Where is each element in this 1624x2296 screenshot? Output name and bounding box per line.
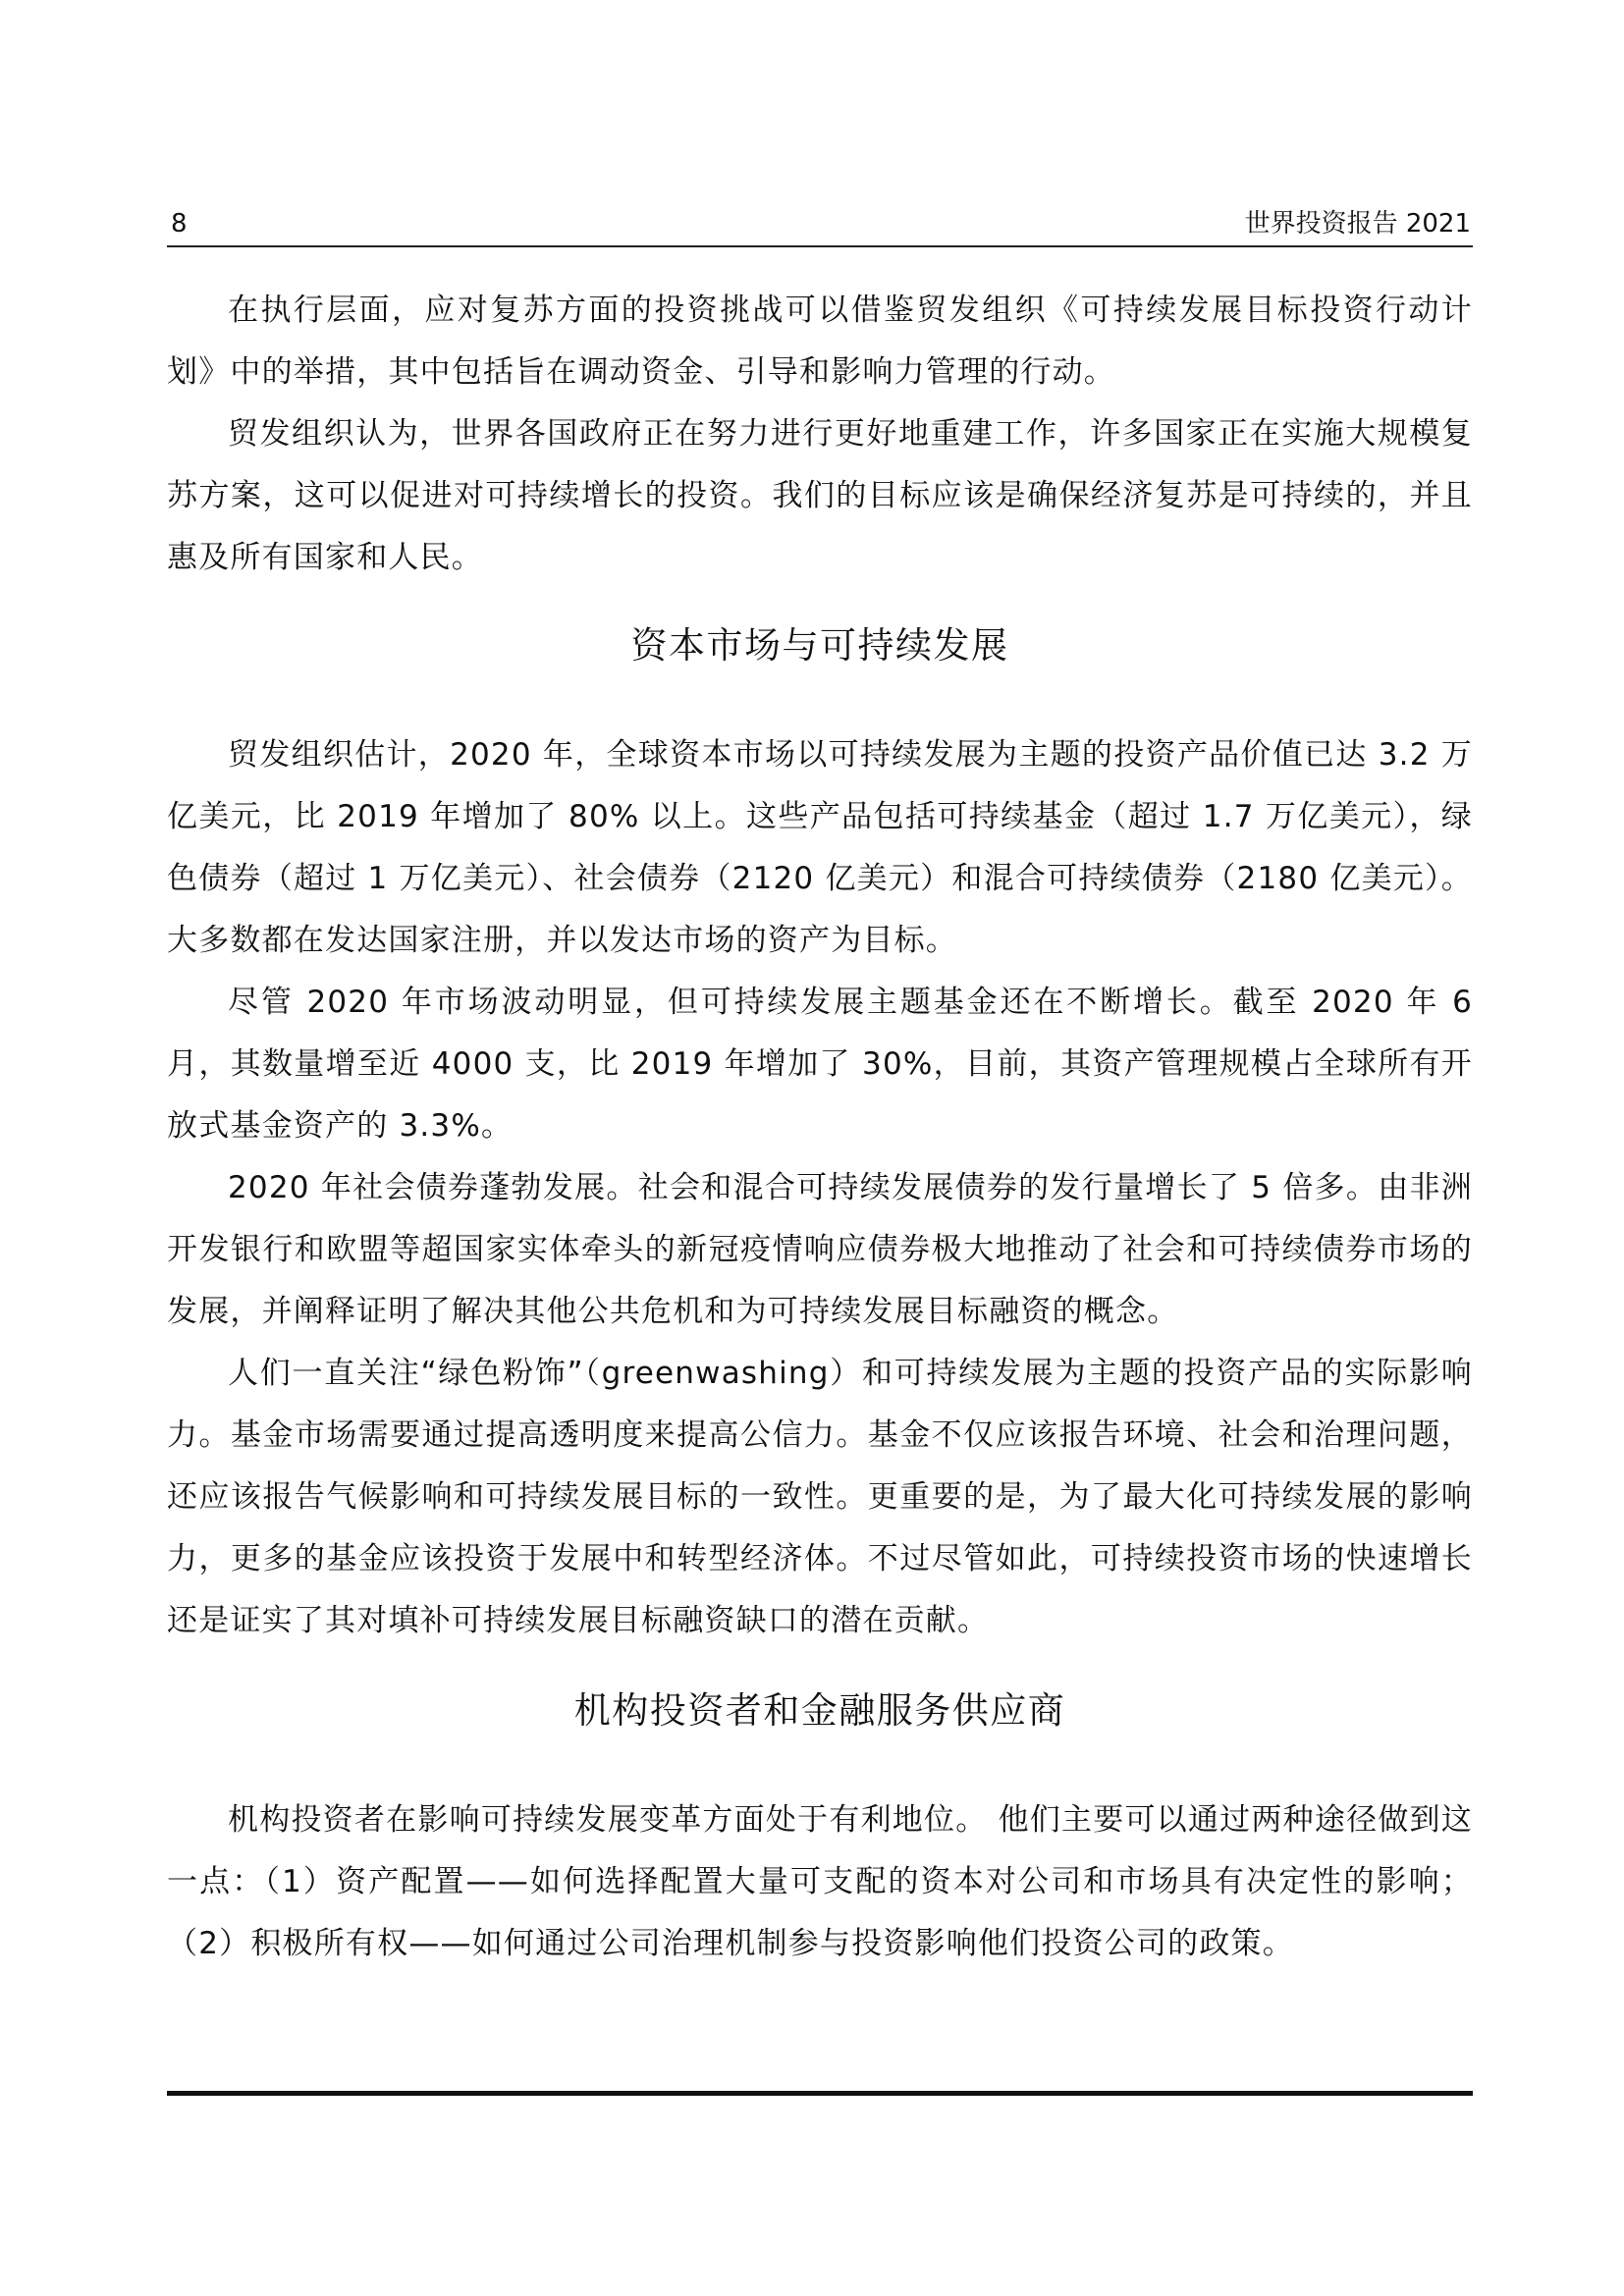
paragraph: 贸发组织认为，世界各国政府正在努力进行更好地重建工作，许多国家正在实施大规模复苏方案，这可以促进对可持续增长的投资。我们的目标应该是确保经济复苏是可持续的，并且惠及所有国家和人民。	[167, 416, 1473, 575]
paragraph: 在执行层面，应对复苏方面的投资挑战可以借鉴贸发组织《可持续发展目标投资行动计划》中的举措，其中包括旨在调动资金、引导和影响力管理的行动。	[167, 293, 1473, 390]
paragraph: 2020 年社会债券蓬勃发展。社会和混合可持续发展债券的发行量增长了 5 倍多。由非洲开发银行和欧盟等超国家实体牵头的新冠疫情响应债券极大地推动了社会和可持续债券市场的发展，并阐释证明了解决其他公共危机和为可持续发展目标融资的概念。	[167, 1170, 1473, 1329]
page-body	[167, 280, 1473, 1975]
page-header	[167, 204, 1473, 243]
paragraph: 机构投资者在影响可持续发展变革方面处于有利地位。 他们主要可以通过两种途径做到这一点：（1）资产配置——如何选择配置大量可支配的资本对公司和市场具有决定性的影响；（2）积极所有权——如何通过公司治理机制参与投资影响他们投资公司的政策。	[167, 1802, 1473, 1961]
paragraph: 尽管 2020 年市场波动明显，但可持续发展主题基金还在不断增长。截至 2020 年 6 月，其数量增至近 4000 支，比 2019 年增加了 30%，目前，其资产管理规模占全球所有开放式基金资产的 3.3%。	[167, 985, 1473, 1144]
section-heading: 机构投资者和金融服务供应商	[573, 1689, 1066, 1732]
footer-divider	[167, 2091, 1473, 2096]
paragraph: 人们一直关注“绿色粉饰”（greenwashing）和可持续发展为主题的投资产品的实际影响力。基金市场需要通过提高透明度来提高公信力。基金不仅应该报告环境、社会和治理问题，还应该报告气候影响和可持续发展目标的一致性。更重要的是，为了最大化可持续发展的影响力，更多的基金应该投资于发展中和转型经济体。不过尽管如此，可持续投资市场的快速增长还是证实了其对填补可持续发展目标融资缺口的潜在贡献。	[167, 1356, 1473, 1638]
header-divider	[167, 245, 1473, 247]
paragraph: 贸发组织估计，2020 年，全球资本市场以可持续发展为主题的投资产品价值已达 3.2 万亿美元，比 2019 年增加了 80% 以上。这些产品包括可持续基金（超过 1.7 万亿美元），绿色债券（超过 1 万亿美元）、社会债券（2120 亿美元）和混合可持续债券（2180 亿美元）。大多数都在发达国家注册，并以发达市场的资产为目标。	[167, 737, 1473, 958]
running-title: 世界投资报告 2021	[1244, 209, 1471, 239]
page-number: 8	[171, 209, 188, 239]
section-heading: 资本市场与可持续发展	[630, 624, 1009, 667]
